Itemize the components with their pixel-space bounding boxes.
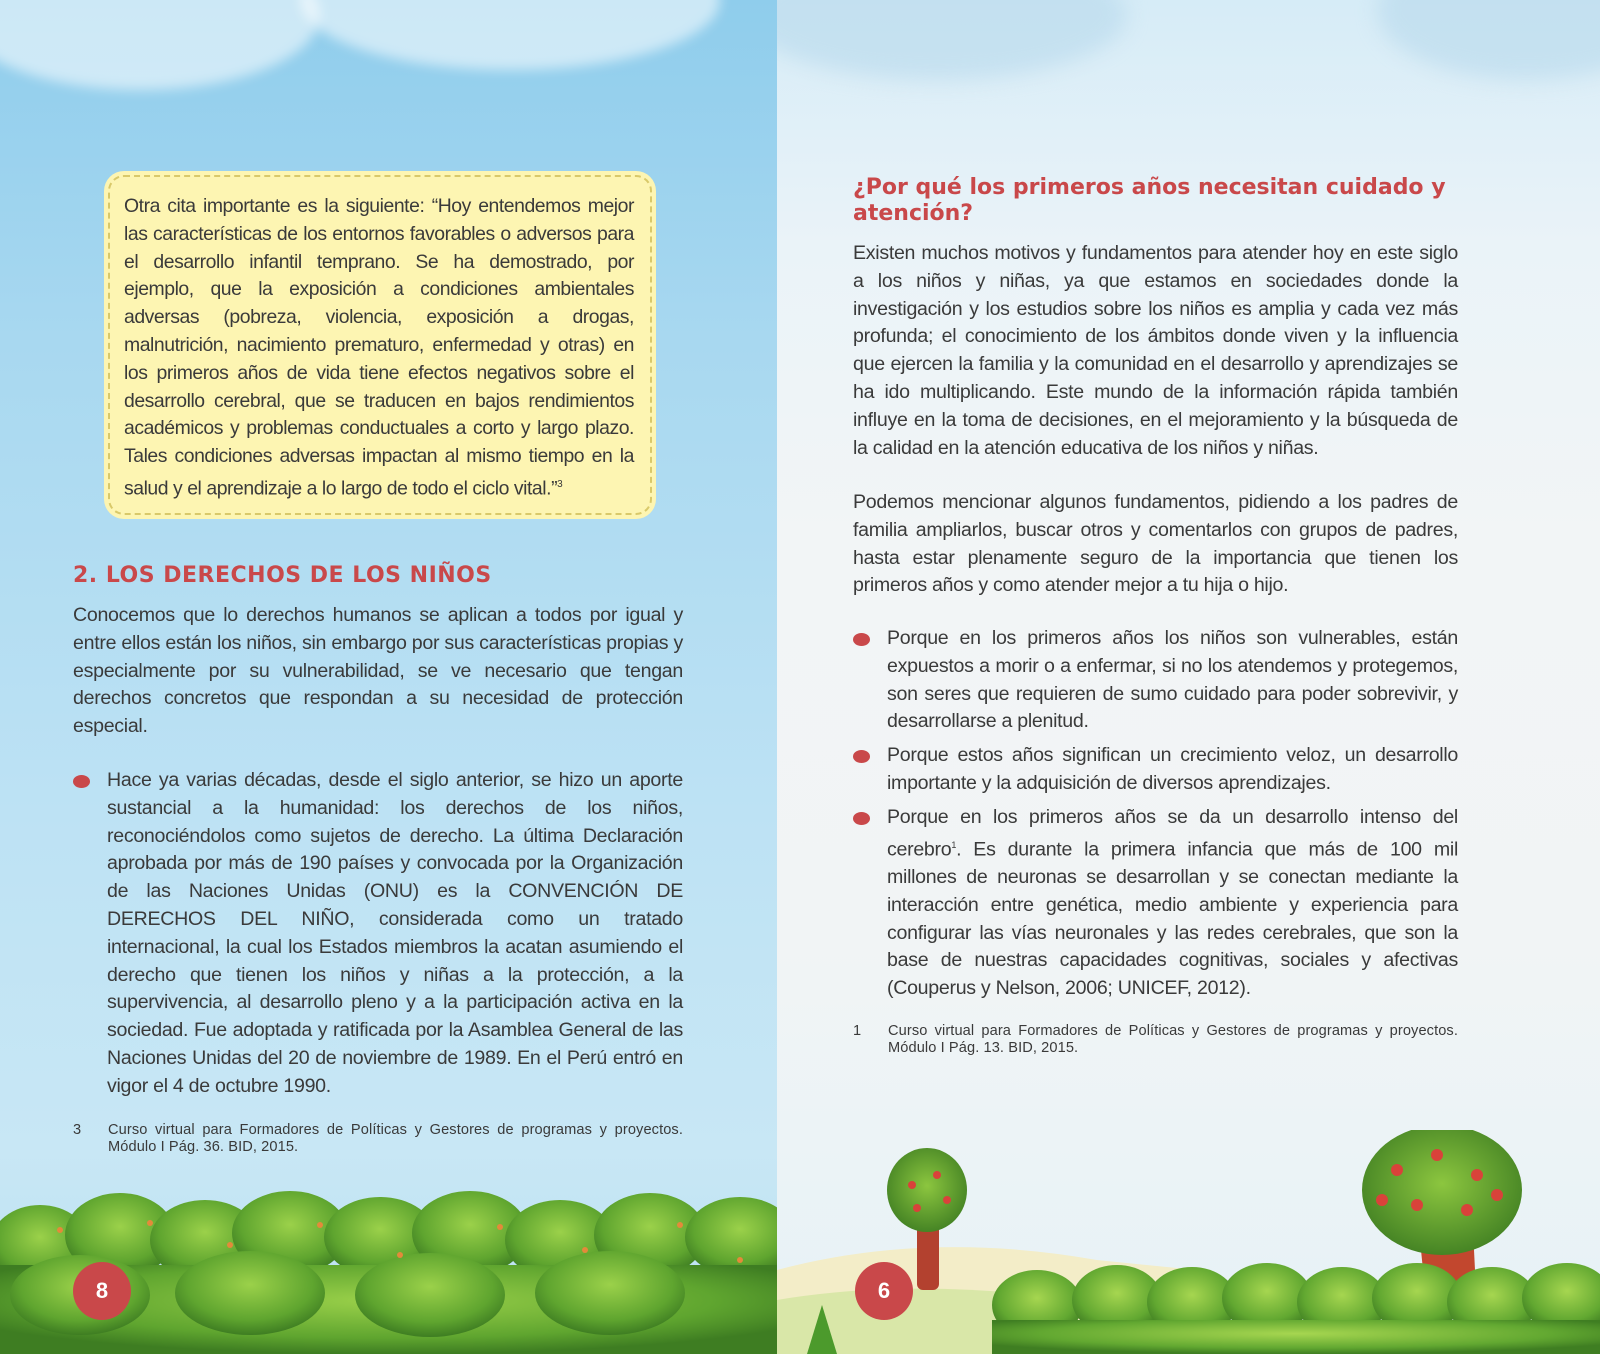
list-item-text-continued: . Es durante la primera infancia que más de 100 mil millones de neuronas se desarrollan y se conectan mediante la interacción entre genética, medio ambiente y experiencia para configurar las vías neuronales y las redes cerebrales, que son la base de nuestras capacidades cognitivas, sociales y afectivas (Couperus y Nelson, 2006; UNICEF, 2012). xyxy=(887,838,1458,1000)
list-item-text: Porque en los primeros años se da un desarrollo intenso del cerebro xyxy=(887,805,1458,861)
fundamentos-paragraph: Podemos mencionar algunos fundamentos, pidiendo a los padres de familia ampliarlos, buscar otros y comentarlos con grupos de padres, hasta estar plenamente seguro de la importancia que tienen los primeros años y como atender mejor a tu hija o hijo. xyxy=(853,491,1458,597)
list-item xyxy=(853,804,1458,1003)
footnote-text: Curso virtual para Formadores de Políticas y Gestores de programas y proyectos. Módulo I Pág. 13. BID, 2015. xyxy=(888,1023,1458,1056)
quote-reference: 3 xyxy=(557,478,563,490)
bullet-dot-icon xyxy=(853,812,870,825)
right-page xyxy=(777,0,1600,1354)
list-item xyxy=(73,767,683,1101)
left-page xyxy=(0,0,777,1354)
footnote xyxy=(853,1023,1458,1057)
bullet-list xyxy=(853,625,1458,1009)
section-heading: ¿Por qué los primeros años necesitan cuidado y atención? xyxy=(853,175,1446,226)
page-number: 6 xyxy=(855,1262,913,1320)
cloud-shape xyxy=(777,0,1127,80)
cloud-shape xyxy=(300,0,720,70)
footnote-text: Curso virtual para Formadores de Políticas y Gestores de programas y proyectos. Módulo I Pág. 36. BID, 2015. xyxy=(108,1122,683,1155)
bullet-list xyxy=(73,767,683,1101)
quote-box xyxy=(108,175,652,515)
bullet-dot-icon xyxy=(73,775,90,788)
intro-paragraph: Existen muchos motivos y fundamentos para atender hoy en este siglo a los niños y niñas, ya que estamos en sociedades donde la investigación y los estudios sobre los niños es amplia y cada vez más profunda; el conocimiento de los ámbitos donde viven y la influencia que ejercen la familia y la comunidad en el desarrollo y aprendizajes se ha ido multiplicando. Este mundo de la información rápida también influye en la toma de decisiones, en el mejoramiento y la búsqueda de la calidad en la atención educativa de los niños y niñas. xyxy=(853,242,1458,459)
cloud-shape xyxy=(1377,0,1600,80)
section-paragraph: Conocemos que lo derechos humanos se aplican a todos por igual y entre ellos están los niños, sin embargo por sus características propias y especialmente por su vulnerabilidad, se ve necesario que tengan derechos concretos que respondan a su necesidad de protección especial. xyxy=(73,604,683,738)
list-item-text: Porque estos años significan un crecimiento veloz, un desarrollo importante y la adquisición de diversos aprendizajes. xyxy=(887,744,1458,794)
footnote-number: 1 xyxy=(853,1023,862,1039)
list-item-text: Porque en los primeros años los niños son vulnerables, están expuestos a morir o a enfermar, si no los atendemos y protegemos, son seres que requieren de sumo cuidado para poder sobrevivir, y desarrollarse a plenitud. xyxy=(887,627,1458,733)
footnote xyxy=(73,1122,683,1156)
list-item xyxy=(853,742,1458,798)
page-number: 8 xyxy=(73,1262,131,1320)
bullet-dot-icon xyxy=(853,750,870,763)
list-item-text: Hace ya varias décadas, desde el siglo anterior, se hizo un aporte sustancial a la humanidad: los derechos de los niños, reconociéndolos como sujetos de derecho. La última Declaración aprobada por más de 190 países y convocada por la Organización de las Naciones Unidas (ONU) es la CONVENCIÓN DE DERECHOS DEL NIÑO, considerada como un tratado internacional, la cual los Estados miembros la acatan asumiendo el derecho que tienen los niños y niñas a la protección, a la supervivencia, al desarrollo pleno y a la participación activa en la sociedad. Fue adoptada y ratificada por la Asamblea General de las Naciones Unidas del 20 de noviembre de 1989. En el Perú entró en vigor el 4 de octubre 1990. xyxy=(107,769,683,1097)
section-heading: 2. LOS DERECHOS DE LOS NIÑOS xyxy=(73,563,492,588)
cloud-shape xyxy=(0,0,320,90)
landscape-illustration xyxy=(777,1130,1600,1354)
bullet-reference: 1 xyxy=(951,839,957,850)
bullet-dot-icon xyxy=(853,633,870,646)
footnote-number: 3 xyxy=(73,1122,82,1138)
list-item xyxy=(853,625,1458,736)
quote-text: Otra cita importante es la siguiente: “Hoy entendemos mejor las características de los entornos favorables o adversos para el desarrollo infantil temprano. Se ha demostrado, por ejemplo, que la exposición a condiciones ambientales adversas (pobreza, violencia, exposición a drogas, malnutrición, nacimiento prematuro, enfermedad y otras) en los primeros años de vida tiene efectos negativos sobre el desarrollo cerebral, que se traducen en bajos rendimientos académicos y problemas conductuales a corto y largo plazo. Tales condiciones adversas impactan al mismo tiempo en la salud y el aprendizaje a lo largo de todo el ciclo vital.”$^3$ xyxy=(124,195,634,500)
